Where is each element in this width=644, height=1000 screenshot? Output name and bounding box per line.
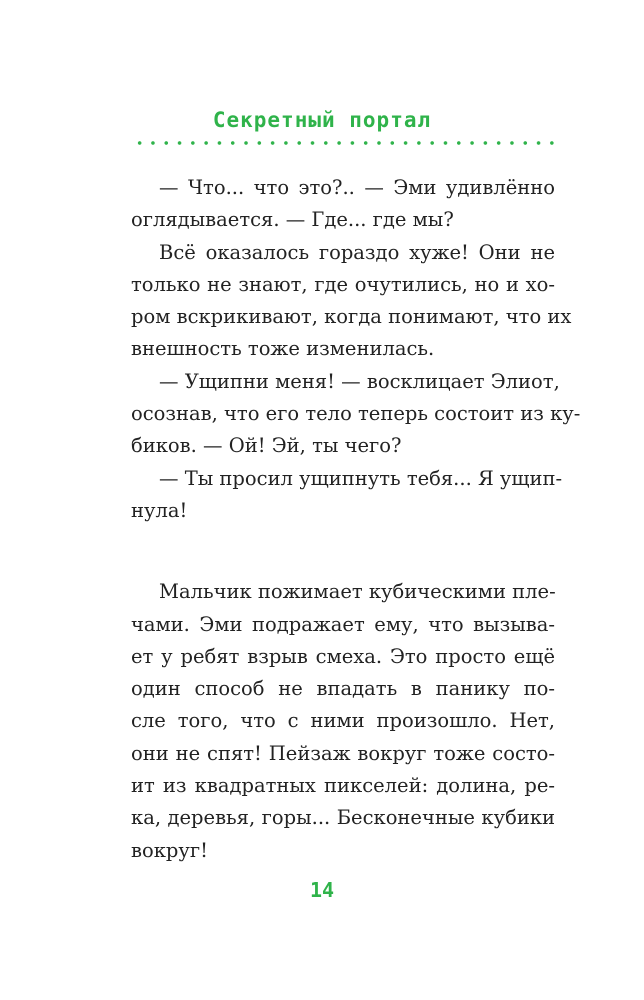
section-gap [131,527,555,576]
text-line: вокруг! [131,838,208,862]
paragraph-5 [131,576,555,867]
text-line: ет у ребят взрыв смеха. Это просто ещё [131,644,555,668]
text-line: они не спят! Пейзаж вокруг тоже состо- [131,741,555,765]
text-line: ка, деревья, горы... Бесконечные кубики [131,806,555,830]
running-header [0,108,644,132]
text-line: — Что... что это?.. — Эми удивлённо [159,176,555,199]
paragraph-1 [131,172,555,237]
paragraph-3 [131,366,581,463]
paragraph-4 [131,463,563,528]
text-line: — Ущипни меня! — восклицает Элиот, [159,369,560,393]
dotted-divider [133,140,556,146]
text-line: — Ты просил ущипнуть тебя... Я ущип- [159,466,563,490]
text-line: нула! [131,498,188,522]
text-line: сле того, что с ними произошло. Нет, [131,709,555,733]
text-line: оглядывается. — Где... где мы? [131,208,454,232]
body-text [131,172,581,867]
running-title: Секретный портал [212,108,432,132]
text-line: чами. Эми подражает ему, что вызыва- [131,612,555,636]
text-line: Мальчик пожимает кубическими пле- [159,580,556,604]
page-number: 14 [309,878,335,902]
text-line: биков. — Ой! Эй, ты чего? [131,434,402,458]
paragraph-2 [131,237,572,366]
text-line: ром вскрикивают, когда понимают, что их [131,305,572,329]
text-line: один способ не впадать в панику по- [131,677,555,701]
text-line: только не знают, где очутились, но и хо- [131,272,555,296]
text-line: ит из квадратных пикселей: долина, ре- [131,774,555,798]
text-line: Всё оказалось гораздо хуже! Они не [159,240,555,264]
text-line: осознав, что его тело теперь состоит из ку- [131,402,581,426]
text-line: внешность тоже изменилась. [131,337,435,361]
